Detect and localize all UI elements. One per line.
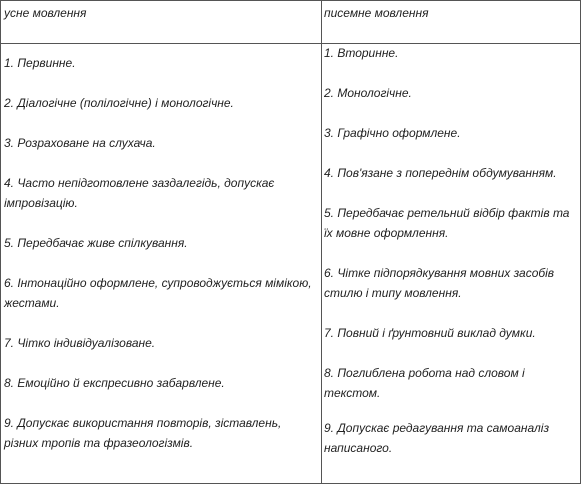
written-item-7: 7. Повний і ґрунтовний виклад думки. [324,326,536,340]
oral-item-5: 5. Передбачає живе спілкування. [4,236,188,250]
oral-item-3: 3. Розраховане на слухача. [4,136,156,150]
oral-item-1: 1. Первинне. [4,56,76,70]
header-written-speech: писемне мовлення [324,6,429,20]
written-item-5: 5. Передбачає ретельний відбір фактів та їх мовне оформлення. [324,206,570,240]
oral-item-7: 7. Чітко індивідуалізоване. [4,336,156,350]
written-item-6: 6. Чітке підпорядкування мовних засобів стилю і типу мовлення. [324,266,555,300]
written-item-2: 2. Монологічне. [324,86,412,100]
oral-item-8: 8. Емоційно й експресивно забарвлене. [4,376,225,390]
written-item-8: 8. Поглиблена робота над словом і текстом. [324,366,525,400]
written-item-1: 1. Вторинне. [324,46,399,60]
written-item-4: 4. Пов'язане з попереднім обдумуванням. [324,166,557,180]
header-oral-speech: усне мовлення [4,6,87,20]
column-divider [321,1,322,483]
oral-item-6: 6. Інтонаційно оформлене, супроводжується мімікою, жестами. [4,276,312,310]
written-item-3: 3. Графічно оформлене. [324,126,461,140]
oral-item-4: 4. Часто непідготовлене заздалегідь, допускає імпровізацію. [4,176,275,210]
oral-item-2: 2. Діалогічне (полілогічне) і монологічне. [4,96,234,110]
oral-item-9: 9. Допускає використання повторів, зіставлень, різних тропів та фразеологізмів. [4,416,282,450]
written-item-9: 9. Допускає редагування та самоаналіз написаного. [324,421,550,455]
